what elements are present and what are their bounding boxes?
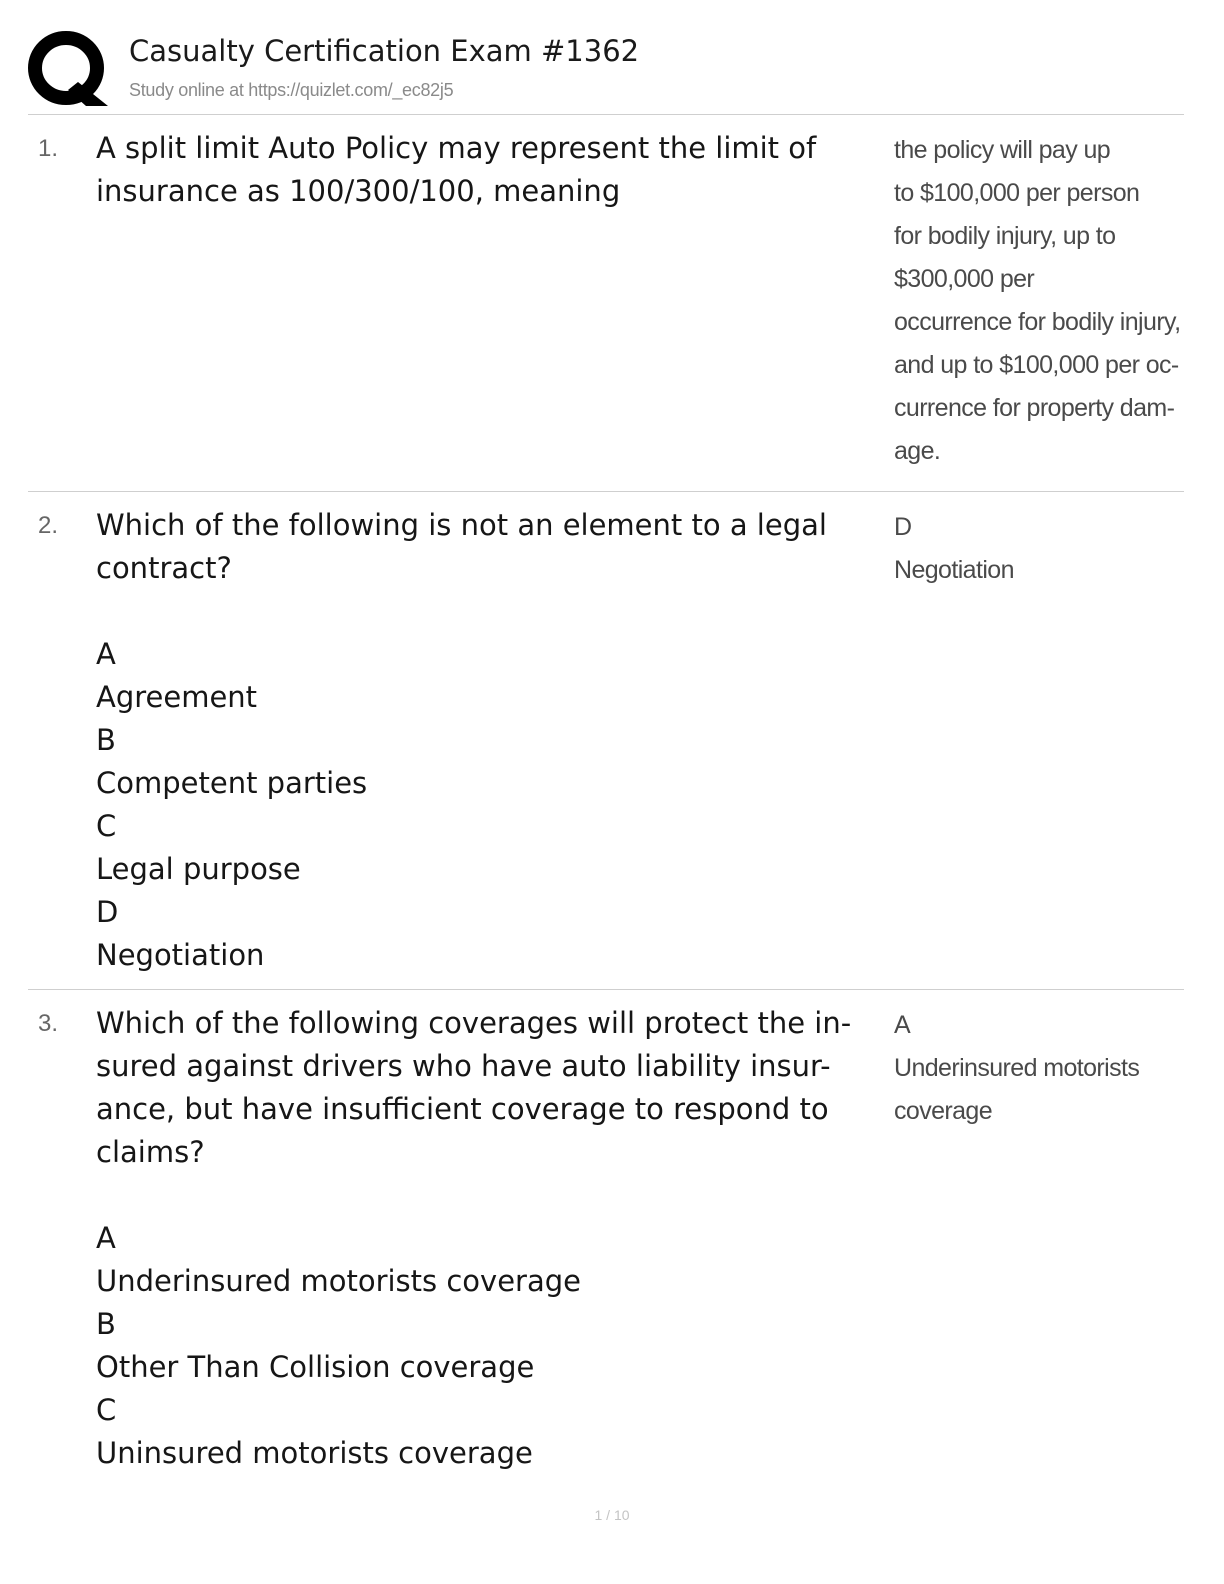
question-line: sured against drivers who have auto liability insur-	[96, 1049, 831, 1083]
question-stem	[96, 1002, 866, 1174]
question-stem	[96, 127, 866, 213]
page-number: 1 / 10	[594, 1507, 630, 1523]
question-line: Which of the following coverages will protect the in-	[96, 1006, 852, 1040]
question-line: insurance as 100/300/100, meaning	[96, 174, 621, 208]
answer-line: coverage	[894, 1097, 993, 1125]
answer-text	[894, 506, 1174, 592]
question-number: 3.	[38, 1010, 59, 1037]
answer-line: Underinsured motorists	[894, 1054, 1140, 1082]
option-text: Agreement	[96, 680, 258, 714]
question-text	[96, 127, 866, 213]
option-letter: D	[96, 895, 119, 929]
option-text: Uninsured motorists coverage	[96, 1436, 533, 1470]
option-text: Competent parties	[96, 766, 368, 800]
option-letter: C	[96, 809, 117, 843]
answer-line: for bodily injury, up to	[894, 222, 1116, 250]
option-text: Legal purpose	[96, 852, 301, 886]
question-line: claims?	[96, 1135, 205, 1169]
question-number: 2.	[38, 512, 59, 539]
page-title: Casualty Certification Exam #1362	[129, 34, 640, 68]
question-card	[28, 115, 1184, 492]
answer-line: age.	[894, 437, 941, 465]
question-card	[28, 990, 1184, 1480]
question-line: contract?	[96, 551, 232, 585]
answer-line: $300,000 per	[894, 265, 1035, 293]
option-letter: A	[96, 637, 116, 671]
question-stem	[96, 504, 866, 590]
answer-line: Negotiation	[894, 556, 1014, 584]
option-text: Other Than Collision coverage	[96, 1350, 535, 1384]
question-line: ance, but have insufficient coverage to respond to	[96, 1092, 829, 1126]
question-line: Which of the following is not an element to a legal	[96, 508, 827, 542]
answer-options	[96, 1217, 866, 1475]
option-letter: B	[96, 723, 116, 757]
answer-text	[894, 129, 1181, 473]
answer-line: the policy will pay up	[894, 136, 1111, 164]
answer-text	[894, 1004, 1174, 1133]
question-card	[28, 492, 1184, 990]
option-letter: A	[96, 1221, 116, 1255]
answer-line: A	[894, 1011, 911, 1039]
answer-options	[96, 633, 866, 977]
answer-line: currence for property dam-	[894, 394, 1175, 422]
question-line: A split limit Auto Policy may represent the limit of	[96, 131, 817, 165]
quizlet-logo-icon	[28, 30, 110, 108]
option-text: Underinsured motorists coverage	[96, 1264, 581, 1298]
option-text: Negotiation	[96, 938, 265, 972]
answer-line: and up to $100,000 per oc-	[894, 351, 1179, 379]
answer-line: to $100,000 per person	[894, 179, 1140, 207]
question-text	[96, 1002, 866, 1475]
page-header	[28, 28, 1184, 115]
question-text	[96, 504, 866, 977]
answer-line: D	[894, 513, 912, 541]
option-letter: B	[96, 1307, 116, 1341]
question-number: 1.	[38, 135, 59, 162]
option-letter: C	[96, 1393, 117, 1427]
study-online-link[interactable]: Study online at https://quizlet.com/_ec82j5	[129, 80, 454, 100]
answer-line: occurrence for bodily injury,	[894, 308, 1181, 336]
